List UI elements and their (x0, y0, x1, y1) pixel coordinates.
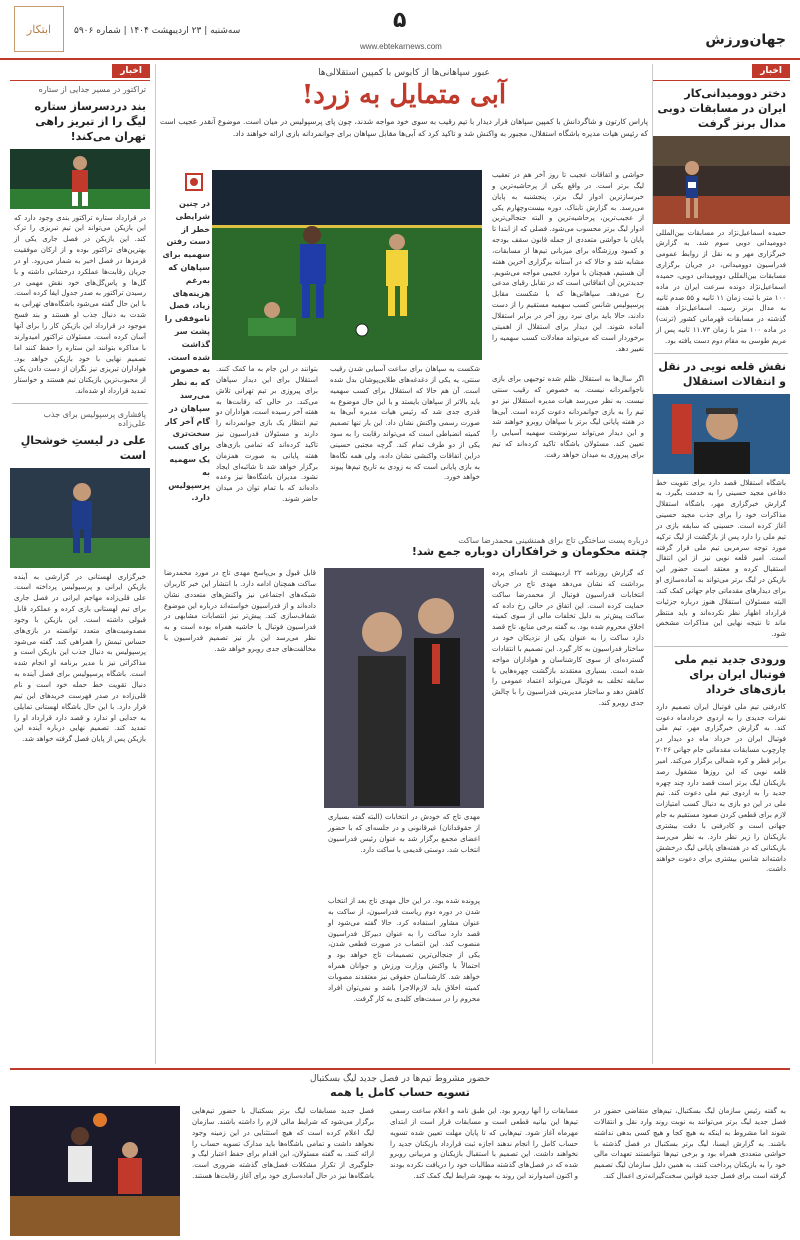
news-tagbar (10, 64, 150, 81)
basketball-col-2: مسابقات را آنها روبرو بود. این طبق نامه و اعلام ساعت رسمی تیم‌ها این بیانیه قطعی است و مسابقات قرار است از ابتدای مهرماه آغاز شود. تیم‌هایی که تا پایان مهلت تعیین شده تسویه حساب کامل را انجام ندهند اجازه ثبت قرارداد بازیکنان جدید را نخواهند داشت. این تصمیم با استقبال بازیکنان و مربیانی روبرو شده که در فصل‌های گذشته مطالبات خود را دریافت نکرده بودند و اکنون امیدوارند این روند به بهبود شرایط لیگ کمک کند. (390, 1107, 578, 1181)
divider (12, 403, 148, 404)
column-rule (155, 64, 156, 1064)
story-title: بند دردسرساز ستاره لیگ را از تبریز راهی تهران می‌کند! (34, 100, 146, 143)
article-col-b: شکست به سپاهان برای ساعت آسیایی شدن رقیب سنتی، یه یکی از دغدغه‌های طلایی‌پوشان بدل شده است. آن هم حالا که استقلال برای کسب سهمیه باید بالاتر از سپاهان بایستد و با این حال موضوع به قدری جدی شد که رئیس هیات مدیره آبی‌ها به صورت رسمی واکنش نشان داد. این بار تنها تصمیم کمیته انضباطی است که می‌تواند رقابت را به سود یکی از دو طرف تمام کند. گرچه مجتبی حسینی دراین اتفاقات واکنشی نشان داده، ولی همه نگاه‌ها به بازی پایانی است که به زودی به تاریخ تیم‌ها پیوند خواهد خورد. (330, 365, 480, 482)
story-body: حمیده اسماعیل‌نژاد در مسابقات بین‌المللی دوومیدانی دوبی سوم شد. به گزارش خبرگزاری مهر و به نقل از روابط عمومی فدراسیون دوومیدانی، در جریان برگزاری مسابقات بین‌المللی دوومیدانی دوبی، حمیده اسماعیل‌نژاد دونده سرعت ایران در ماده ۱۰۰ متر با ثبت زمان ۱۱ ثانیه و ۵۵ صدم ثانیه به مدال برنز رسید. اسماعیل‌نژاد هفته گذشته در مسابقات قهرمانی کشور (ترنت) در ماده ۱۰۰ متر با زمان ۱۱.۷۳ ثانیه پس از مریم طوسی به مقام دوم دست یافته بود. (656, 228, 787, 345)
sub-kicker: درباره پست ساختگی تاج برای همنشینی محمدرضا ساکت (458, 536, 648, 545)
story-title: دختر دوومیدانی‌کار ایران در مسابقات دوبی مدال برنز گرفت (657, 87, 786, 130)
photo-caption: مهدی تاج که خودش در انتخابات (البته گفته بسیاری از حقوقدانان) غیرقانونی و در جلسه‌ای که با حضور اعضای مجمع برگزار شد به عنوان رئیس فدراسیون انتخاب شد، دوستی قدیمی با ساکت دارد. (328, 813, 480, 854)
bottom-rule (10, 1068, 790, 1070)
officials-photo (324, 568, 484, 808)
story-body: باشگاه استقلال قصد دارد برای تقویت خط دفاعی مجید حسینی را به خدمت بگیرد. به گزارش خبرگزاری مهر، باشگاه استقلال مذاکرات خود را برای جذب مجید حسینی آغاز کرده است. حسینی که سابقه بازی در تیم ملی را دارد پس از بازگشت از لیگ ترکیه مورد توجه سرمربی تیم ملی قرار گرفته است. امیر قلعه نویی نیز از این انتقال استقبال کرده و معتقد است حضور این بازیکن در لیگ برتر می‌تواند به آماده‌سازی او برای دیدارهای مقدماتی جام جهانی کمک کند. البته مسئولان استقلال هنوز درباره جزئیات قرارداد اظهار نظر نکرده‌اند و باید منتظر ماند تا نتیجه نهایی این مذاکرات مشخص شود. (656, 478, 786, 639)
basketball-head (10, 1072, 790, 1102)
main-headline: آبی متمایل به زرد! (301, 80, 507, 110)
page-header (0, 0, 800, 60)
news-tag: اخبار (752, 64, 790, 78)
sub-col-2: پرونده شده بود. در این حال مهدی تاج بعد از انتخاب شدن در دوره دوم ریاست فدراسیون، از ساکت به عنوان مشاور استفاده کرد. حالا گفته می‌شود او قصد دارد ساکت را به عنوان دبیرکل فدراسیون منصوب کند. این انتصاب در صورت قطعی شدن، یکی از جنجالی‌ترین تصمیمات تاج خواهد بود و احتمالاً با واکنش وزارت ورزش و جوانان همراه خواهد شد. کارشناسان حقوقی نیز معتقدند مصوبات کمیته اخلاق باید لازم‌الاجرا باشد و نمی‌توان افراد محروم را در سمت‌های کلیدی به کار گرفت. (328, 897, 480, 1003)
coach-photo (652, 394, 790, 474)
right-news-column (652, 64, 790, 1064)
main-kicker: عبور سپاهانی‌ها از کابوس با کمپین استقلالی‌ها (318, 68, 490, 78)
news-tagbar (652, 64, 790, 81)
sub-story-head (160, 536, 648, 566)
issue-date: سه‌شنبه | ۲۳ اردیبهشت ۱۴۰۴ | شماره ۵۹۰۶ (74, 26, 241, 36)
alizadeh-photo (10, 468, 150, 568)
runner-photo (652, 136, 790, 224)
basketball-col-1: به گفته رئیس سازمان لیگ بسکتبال، تیم‌های متقاضی حضور در فصل جدید لیگ برتر می‌توانند به نوبت روند وارد نقل و انتقالات شوند اما مشروط به اینکه به هیچ کجا و هیچ کسی بدهی نداشته باشند. به گزارش ایسنا، لیگ برتر بسکتبال در فصل گذشته با حواشی متعددی همراه بود و برخی تیم‌ها نتوانستند تعهدات مالی خود را به بازیکنان پرداخت کنند. به همین دلیل سازمان لیگ تصمیم گرفته است برای فصل جدید قوانین سخت‌گیرانه‌تری اعمال کند. (594, 1107, 786, 1181)
story-body: خبرگزاری لهستانی در گزارشی به آینده بازیکن ایرانی و پرسپولیس پرداخته است. علی قلی‌زاده مهاجم ایرانی در فصل جاری برای تیم لهستانی بازی کرده و عملکرد قابل قبولی داشته است. این بازیکن با وجود مصدومیت‌های متعدد توانسته در بازی‌های حساس تیمش را همراهی کند. گفته می‌شود پرسپولیس به دنبال جذب این بازیکن است و مذاکراتی نیز با مدیر برنامه او انجام شده است. باشگاه پرسپولیس برای فصل آینده به دنبال تقویت خط حمله خود است و نام قلی‌زاده در صدر فهرست خریدهای این تیم قرار دارد. با این حال باشگاه لهستانی تمایلی به جدایی او ندارد و قصد دارد قرارداد او را تمدید کند. تصمیم نهایی درباره آینده این بازیکن پس از پایان فصل گرفته خواهد شد. (14, 572, 146, 744)
divider (654, 646, 788, 647)
sub-col-1: که گزارش روزنامه ۲۲ اردیبهشت از نامه‌ای پرده برداشت که نشان می‌دهد مهدی تاج در جریان انتخابات فدراسیون فوتبال از محمدرضا ساکت حمایت کرده است. این اتفاق در حالی رخ داده که ساکت پیش‌تر به دلیل تخلفات مالی از سوی کمیته اخلاق محروم شده بود. به گفته برخی منابع، تاج قصد دارد ساکت را به عنوان یکی از نزدیکان خود در ساختار فدراسیون به کار گیرد. این تصمیم با انتقادات گسترده‌ای از سوی کارشناسان و هواداران مواجه شده است. بسیاری معتقدند بازگشت چهره‌هایی با سابقه تخلف به فوتبال می‌تواند اعتماد عمومی را کاهش دهد و ساختار مدیریتی فدراسیون را با چالش جدی روبرو کند. (492, 569, 644, 708)
pull-quote: در چنین شرایطی خطر از دست رفتن سهمیه برای سپاهان که به‌رغم هزینه‌های زیاد، فصل ناموفقی را پشت سر گذاشت شده است. به خصوص که به نظر می‌رسد سپاهان در گام آخر کار سخت‌تری برای کسب یک سهمیه به پرسپولیس دارد. (162, 199, 210, 503)
main-story-head (160, 66, 648, 176)
sub-headline: چنته محکومان و خرافکاران دوباره جمع شد! (411, 545, 648, 558)
sub-col-3: قابل قبول و بی‌پاسخ مهدی تاج در مورد محمدرضا ساکت همچنان ادامه دارد. با انتشار این خبر کاربران شبکه‌های اجتماعی نیز واکنش‌های متعددی نشان داده‌اند و از فدراسیون خواسته‌اند درباره این موضوع شفاف‌سازی کند. پیش‌تر نیز انتصابات مشابهی در فدراسیون فوتبال با حاشیه همراه بوده است و به نظر می‌رسد این بار نیز تصمیم فدراسیون با مخالفت‌های جدی روبرو خواهد شد. (164, 569, 316, 653)
section-title: جهان‌ورزش (705, 32, 786, 48)
story-title: نقش قلعه نویی در نقل و انتقالات استقلال (658, 359, 786, 388)
basketball-col-3: فصل جدید مسابقات لیگ برتر بسکتبال با حضور تیم‌هایی برگزار می‌شود که شرایط مالی لازم را داشته باشند. سازمان لیگ اعلام کرده است که هیچ استثنایی در این زمینه وجود نخواهد داشت و تمامی باشگاه‌ها باید مدارک تسویه حساب را ارائه کنند. به گفته مسئولان، این اقدام برای حفظ اعتبار لیگ و جلوگیری از تکرار مشکلات فصل‌های گذشته ضروری است. باشگاه‌ها نیز در حال آماده‌سازی خود برای آغاز رقابت‌ها هستند. (192, 1107, 374, 1181)
divider (654, 353, 788, 354)
story-kicker: تراکتور در مسیر جدایی از ستاره (38, 85, 146, 94)
page-number: ۵ (393, 8, 407, 33)
basketball-kicker: حضور مشروط تیم‌ها در فصل جدید لیگ بسکتبال (309, 1074, 491, 1084)
newspaper-logo: ابتکار (14, 6, 64, 52)
left-news-column (10, 64, 150, 1064)
column-rule (652, 64, 653, 1064)
article-col-a: حواشی و اتفاقات عجیب تا روز آخر هم در تعقیب لیگ برتر است. در واقع یکی از پرحاشیه‌ترین و خبرسازترین ادوار لیگ برتر، پنجشنبه به پایان می‌رسد. به گزارش تابناک، دوره بیست‌وچهارم یکی از عجیب‌ترین، پرحاشیه‌ترین و البته جنجالی‌ترین ادوار لیگ برتر محسوب می‌شود. فصلی که از ابتدا تا پایان با حواشی متعددی از جمله قانون سقف بودجه و کمبود ورزشگاه برای میزبانی تیم‌ها از مسابقات، مشابه شد و حالا که در آستانه برگزاری آخرین هفته آن هستیم، همچنان با موارد عجیبی مواجه می‌شویم. جدیدترین آن اتفاقاتی است که در تقابل رقبای مدعی رخ می‌دهد. سپاهانی‌ها که با شکست مقابل پرسپولیس شانس کسب سهمیه مستقیم را از دست دادند، حالا باید برای نبرد روز آخر در برابر استقلال آماده شوند. این دیدار برای استقلال از اهمیتی برخوردار است که می‌تواند معادلات کسب سهمیه را تغییر دهد. (492, 171, 644, 353)
story-kicker: پافشاری پرسپولیس برای جذب علی‌زاده (43, 409, 146, 428)
tractor-player-photo (10, 149, 150, 209)
story-body: در قرارداد ستاره تراکتور بندی وجود دارد که این بازیکن می‌تواند این تیم تبریزی را ترک کند. این بازیکن در فصل جاری یکی از بهترین‌های تراکتور بوده و از ارکان موفقیت قرمزها در فصل اخیر به شمار می‌رود. او در جریان رقابت‌ها عملکرد درخشانی داشته و با گل‌ها و پاس‌گل‌های خود نقش مهمی در رسیدن تراکتور به صدر جدول ایفا کرده است. با این حال گفته می‌شود باشگاه‌های تهرانی به شدت به دنبال جذب او هستند و بند فسخ موجود در قرارداد این بازیکن کار را برای آنها آسان کرده است. مسئولان تراکتور امیدوارند با مذاکره بتوانند این ستاره را حفظ کنند اما تصمیم نهایی با خود بازیکن خواهد بود. هواداران تبریزی نیز نگران از دست دادن یکی از محبوب‌ترین بازیکنان تیم هستند و خواستار تمدید قرارداد او شده‌اند. (14, 213, 146, 396)
article-col-d: اگر سال‌ها به استقلال ظلم شده توجیهی برای بازی ناجوانمردانه نیست. به خصوص که رقیب سنتی نیست. به نظر می‌رسد هیات مدیره استقلال نیز دو تیم را به بازی جوانمردانه دعوت کرده است. آبی‌ها در هفته پایانی لیگ برتر با سپاهان روبرو خواهند شد و این دیدار می‌تواند سرنوشت سهمیه آسیایی را تعیین کند. مسئولان باشگاه تاکید کرده‌اند که تیم برای پیروزی به میدان خواهد رفت. (492, 375, 644, 459)
basketball-headline: تسویه حساب کامل یا همه (330, 1086, 470, 1099)
story-title: ورودی جدید تیم ملی فوتبال ایران برای بازی‌های خرداد (674, 653, 786, 696)
football-match-photo (212, 170, 482, 360)
basketball-photo (10, 1106, 180, 1236)
main-lead: پاراس کارتون و شاگردانش با کمپین سپاهان قرار دیدار با تیم رقیب به سوی خود مواجه شدند، چون پای پرسپولیس در میان است. موضوع آنقدر عجیب است که رئیس هیات مدیره باشگاه استقلال، مجبور به واکنش شد و تاکید کرد که آبی‌ها مقابل سپاهان برای جوانمردانه بازی ارائه خواهند داد. (160, 117, 648, 138)
website-url[interactable]: www.ebtekarnews.com (360, 42, 442, 51)
news-tag: اخبار (112, 64, 150, 78)
story-body: کادرفنی تیم ملی فوتبال ایران تصمیم دارد نفرات جدیدی را به اردوی خردادماه دعوت کند. به گزارش خبرگزاری مهر، تیم ملی فوتبال ایران در خرداد ماه دو دیدار در چارچوب مسابقات مقدماتی جام جهانی ۲۰۲۶ برابر قطر و کره شمالی برگزار می‌کند. امیر قلعه نویی که این روزها مشغول رصد بازیکنان لیگ برتر است قصد دارد چند چهره جدید را به اردوی تیم ملی دعوت کند. تیم ملی در این دو بازی به دنبال کسب امتیازات لازم برای قطعی کردن صعود مستقیم به جام جهانی است و کادرفنی با دقت بیشتری بازیکنان را زیر نظر دارد. به نظر می‌رسد بازیکنانی که در هفته‌های پایانی لیگ درخشش داشته‌اند شانس بیشتری برای دعوت خواهند داشت. (656, 702, 786, 874)
story-title: علی در لیستِ خوشحالِ است (20, 433, 146, 462)
article-col-c: بتوانند در این جام به ما کمک کنند. استقلال برای این دیدار سپاهان برای پیروزی بر تیم تهرانی تلاش می‌کند. در حالی که رقابت‌ها به هفته آخر رسیده است، هواداران دو تیم انتظار یک بازی جوانمردانه را دارند و مسئولان فدراسیون نیز تاکید کرده‌اند که تمامی بازی‌های هفته پایانی به صورت همزمان برگزار خواهد شد تا شائبه‌ای ایجاد نشود. مدیران باشگاه‌ها نیز وعده داده‌اند که با تمام توان در میدان حاضر شوند. (216, 365, 318, 504)
